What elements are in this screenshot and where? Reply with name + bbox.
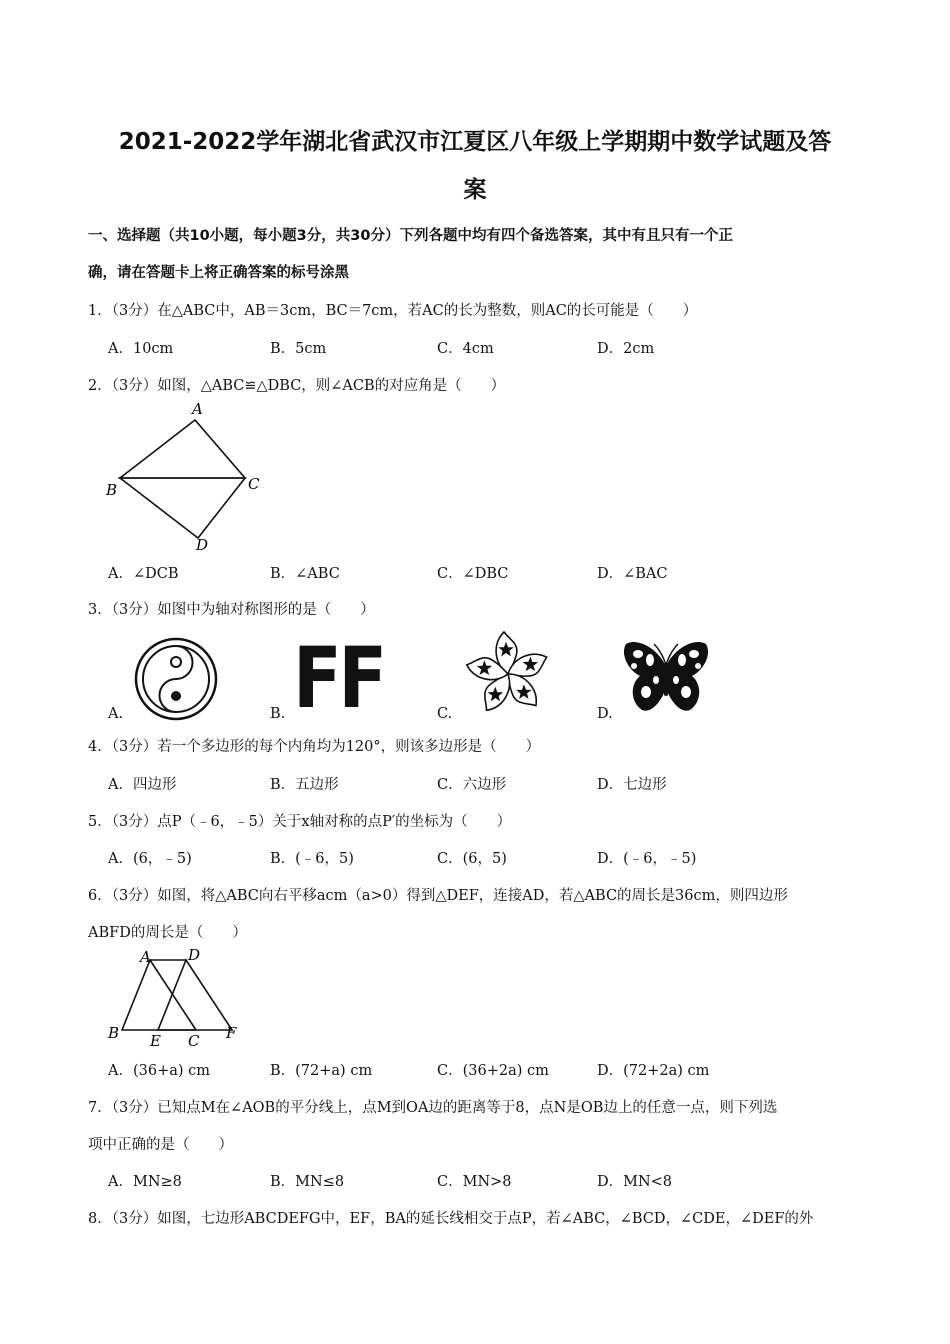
label-a: A — [140, 948, 151, 966]
question-4-option-c[interactable]: C．六边形 — [437, 777, 507, 793]
question-1-text: 1．（3分）在△ABC中，AB＝3cm，BC＝7cm，若AC的长为整数，则AC的长可能是（ ） — [88, 303, 698, 319]
question-2-text: 2．（3分）如图，△ABC≌△DBC，则∠ACB的对应角是（ ） — [88, 378, 506, 394]
question-7-text-line1: 7．（3分）已知点M在∠AOB的平分线上，点M到OA边的距离等于8，点N是OB边上的任意一点，则下列选 — [88, 1100, 778, 1116]
butterfly-icon — [620, 636, 712, 720]
question-1-option-d[interactable]: D．2cm — [597, 341, 655, 357]
question-2-option-b[interactable]: B．∠ABC — [270, 566, 340, 582]
doc-title-line1: 2021-2022学年湖北省武汉市江夏区八年级上学期期中数学试题及答 — [118, 129, 832, 155]
question-6-option-b[interactable]: B．(72+a) cm — [270, 1063, 373, 1079]
question-6-figure — [100, 946, 250, 1050]
question-3-option-b[interactable]: B. — [270, 706, 286, 722]
ff-letters-figure: FF — [293, 629, 384, 727]
label-c: C — [248, 475, 260, 493]
question-1-option-c[interactable]: C．4cm — [437, 341, 494, 357]
triangle-abc — [120, 420, 245, 478]
question-4-option-b[interactable]: B．五边形 — [270, 777, 339, 793]
question-3-option-a[interactable]: A. — [108, 706, 124, 722]
label-d: D — [196, 536, 209, 554]
label-a: A — [192, 400, 203, 418]
question-6-text-line2: ABFD的周长是（ ） — [88, 925, 247, 941]
question-7-text-line2: 项中正确的是（ ） — [88, 1137, 233, 1153]
question-2-option-c[interactable]: C．∠DBC — [437, 566, 509, 582]
question-7-option-d[interactable]: D．MN<8 — [597, 1174, 673, 1190]
question-5-option-c[interactable]: C．(6，5) — [437, 851, 507, 867]
label-b: B — [106, 481, 118, 499]
question-4-option-a[interactable]: A．四边形 — [108, 777, 177, 793]
question-7-option-b[interactable]: B．MN≤8 — [270, 1174, 345, 1190]
label-d: D — [188, 946, 201, 964]
triangle-dbc — [120, 478, 245, 538]
question-1-option-a[interactable]: A．10cm — [108, 341, 174, 357]
question-3-option-c[interactable]: C. — [437, 706, 453, 722]
question-8-text: 8．（3分）如图，七边形ABCDEFG中，EF，BA的延长线相交于点P，若∠ABC，∠BCD，∠CDE，∠DEF的外 — [88, 1211, 814, 1227]
question-5-text: 5．（3分）点P（﹣6，﹣5）关于x轴对称的点P′的坐标为（ ） — [88, 814, 512, 830]
question-4-text: 4．（3分）若一个多边形的每个内角均为120°，则该多边形是（ ） — [88, 739, 541, 755]
question-5-option-d[interactable]: D．(﹣6，﹣5) — [597, 851, 697, 867]
triangle-def — [158, 960, 232, 1030]
question-7-option-a[interactable]: A．MN≥8 — [108, 1174, 182, 1190]
label-b: B — [108, 1024, 120, 1042]
section-heading-line1: 一、选择题（共10小题，每小题3分，共30分）下列各题中均有四个备选答案，其中有且只有一个正 — [88, 228, 733, 244]
bauhinia-flower-icon — [460, 626, 556, 722]
question-2-option-d[interactable]: D．∠BAC — [597, 566, 668, 582]
question-7-option-c[interactable]: C．MN>8 — [437, 1174, 512, 1190]
question-5-option-b[interactable]: B．(﹣6，5) — [270, 851, 354, 867]
section-heading-line2: 确，请在答题卡上将正确答案的标号涂黑 — [88, 265, 349, 281]
doc-title-line2: 案 — [463, 177, 487, 203]
question-3-text: 3．（3分）如图中为轴对称图形的是（ ） — [88, 602, 375, 618]
question-2-option-a[interactable]: A．∠DCB — [108, 566, 179, 582]
label-c: C — [188, 1032, 200, 1050]
label-f: F — [226, 1024, 237, 1042]
yin-yang-icon — [133, 636, 219, 722]
question-3-option-d[interactable]: D. — [597, 706, 613, 722]
question-6-option-a[interactable]: A．(36+a) cm — [108, 1063, 211, 1079]
question-4-option-d[interactable]: D．七边形 — [597, 777, 667, 793]
question-6-option-d[interactable]: D．(72+2a) cm — [597, 1063, 710, 1079]
triangle-abc — [122, 960, 196, 1030]
label-e: E — [150, 1032, 161, 1050]
question-2-figure — [100, 398, 270, 554]
question-5-option-a[interactable]: A．(6，﹣5) — [108, 851, 192, 867]
question-1-option-b[interactable]: B．5cm — [270, 341, 327, 357]
question-6-text-line1: 6．（3分）如图，将△ABC向右平移acm（a>0）得到△DEF，连接AD，若△ABC的周长是36cm，则四边形 — [88, 888, 788, 904]
question-6-option-c[interactable]: C．(36+2a) cm — [437, 1063, 549, 1079]
